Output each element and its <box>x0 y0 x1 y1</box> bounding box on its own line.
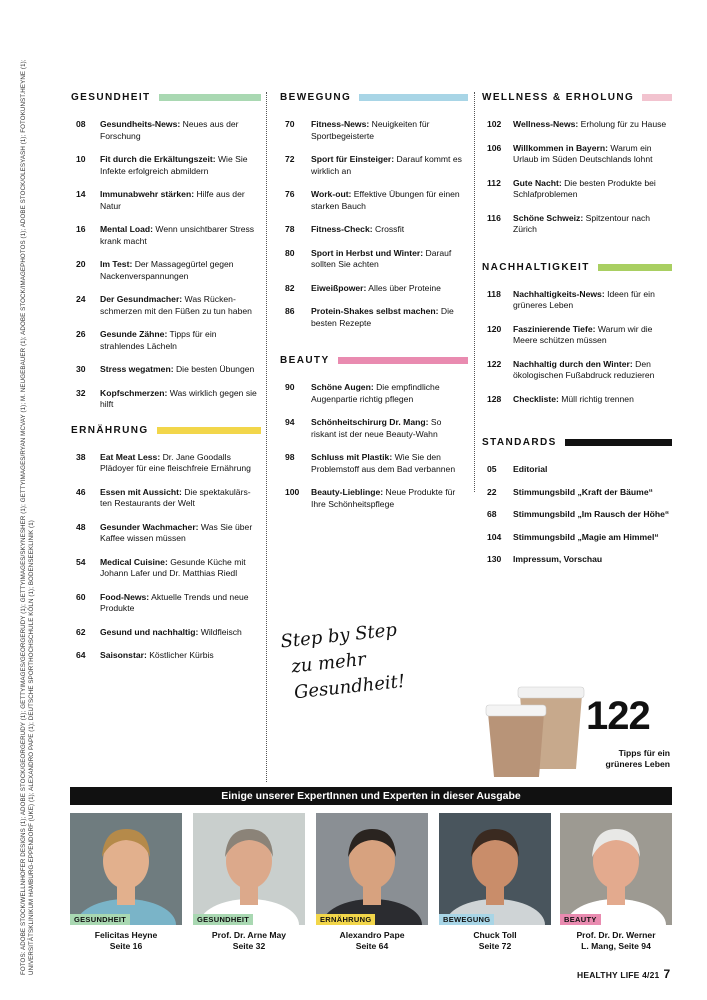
toc-entry[interactable] <box>482 119 672 131</box>
toc-entry[interactable] <box>280 154 468 177</box>
entry-page-number: 16 <box>76 224 86 234</box>
toc-entry[interactable] <box>482 213 672 236</box>
expert-caption <box>560 930 672 952</box>
entry-page-number: 08 <box>76 119 86 129</box>
entry-text <box>100 329 261 352</box>
toc-section <box>482 437 672 566</box>
toc-entry[interactable] <box>482 289 672 312</box>
entry-page-number: 102 <box>487 119 502 129</box>
entry-title: Food-News: <box>100 591 150 602</box>
entry-title: Stimmungsbild „Im Rausch der Höhe“ <box>513 509 670 519</box>
entry-title: Work-out: <box>311 189 352 199</box>
section-title: WELLNESS & ERHOLUNG <box>482 92 635 103</box>
entry-page-number: 38 <box>76 451 86 462</box>
entry-text <box>513 532 659 544</box>
toc-entry[interactable] <box>71 627 261 639</box>
entry-page-number: 05 <box>487 464 497 474</box>
entry-text <box>513 554 602 566</box>
toc-entry[interactable] <box>71 522 261 545</box>
entry-title: Schöne Schweiz: <box>513 212 584 223</box>
entry-text <box>513 178 672 201</box>
entry-text <box>311 283 441 295</box>
entry-title: Gesunde Zähne: <box>100 329 168 339</box>
entry-page-number: 20 <box>76 259 86 269</box>
entry-text <box>100 224 261 247</box>
expert-page: Seite 32 <box>232 941 266 951</box>
section-header <box>280 355 468 366</box>
section-header <box>71 425 261 436</box>
toc-entry[interactable] <box>482 324 672 347</box>
entry-page-number: 26 <box>76 329 86 339</box>
entry-description: So riskant ist der neue Beauty-Wahn <box>311 417 442 439</box>
entry-title: Gesundheits-News: <box>100 119 181 129</box>
toc-entry[interactable] <box>482 554 672 566</box>
expert-caption <box>439 930 551 952</box>
toc-entry[interactable] <box>482 178 672 201</box>
section-header <box>482 92 672 103</box>
entry-title: Gute Nacht: <box>513 177 562 188</box>
entry-description: Aktuelle Trends und neue Produkte <box>100 591 249 613</box>
expert-page: Seite 64 <box>355 941 389 951</box>
entry-text <box>311 224 404 236</box>
entry-description: Effektive Übungen für einen starken Bauch <box>311 189 460 211</box>
toc-entry[interactable] <box>71 452 261 475</box>
toc-column <box>280 92 468 524</box>
expert-portrait <box>560 813 672 925</box>
entry-description: Wildfleisch <box>198 626 242 637</box>
entry-page-number: 76 <box>285 189 295 199</box>
toc-entry[interactable] <box>280 382 468 405</box>
entry-title: Schöne Augen: <box>311 382 374 392</box>
toc-entry[interactable] <box>280 306 468 329</box>
toc-entry[interactable] <box>71 154 261 177</box>
experts-heading: Einige unserer ExpertInnen und Experten in dieser Ausgabe <box>70 787 672 805</box>
entry-description: Wie Sie den Problemstoff aus dem Bad verbannen <box>311 452 456 474</box>
entry-text <box>100 452 261 475</box>
expert-name: Alexandro Pape <box>339 930 405 940</box>
entry-description: Die besten Produkte bei Schlafproblemen <box>513 177 656 199</box>
entry-title: Medical Cuisine: <box>100 556 168 567</box>
entry-page-number: 30 <box>76 364 86 374</box>
entry-text <box>513 119 666 131</box>
toc-entry[interactable] <box>71 650 261 662</box>
expert-category-tag: GESUNDHEIT <box>193 914 253 925</box>
entry-page-number: 128 <box>487 393 502 404</box>
section-color-bar <box>157 427 261 434</box>
toc-entry[interactable] <box>280 248 468 271</box>
entry-title: Kopfschmerzen: <box>100 387 168 398</box>
entry-text <box>513 487 653 499</box>
entry-text <box>311 306 468 329</box>
entry-page-number: 60 <box>76 591 86 602</box>
entry-page-number: 14 <box>76 189 86 199</box>
toc-entry[interactable] <box>71 119 261 142</box>
entry-title: Eiweißpower: <box>311 282 367 293</box>
entry-description: Neues aus der Forschung <box>100 119 239 141</box>
entry-description: Spitzentour nach Zürich <box>513 212 651 234</box>
toc-entry[interactable] <box>71 592 261 615</box>
entry-text <box>513 394 634 406</box>
entry-text <box>513 359 672 382</box>
entry-description: Alles über Proteine <box>366 282 441 293</box>
toc-entry[interactable] <box>71 487 261 510</box>
entry-title: Fitness-News: <box>311 119 370 129</box>
entry-description: Crossfit <box>372 224 405 234</box>
entry-text <box>513 324 672 347</box>
photo-credits: FOTOS: ADOBE STOCK/WELLNHOFER DESIGNS (1); ADOBE STOCK/GEORGERUDY (1); GETTYIMAGES/GEORGERUDY (1); GETTYIMAGES/SKYNESHER (1); GETTYIMAGES/RYAN MCVAY (1); M. NEUGEBAUER (1); ADOBE STOCK/IMAGEPHOTOS (1); ADOBE STOCK/OLESYASH (1); FOTOKUNST.HEYNE (1); UNIVERSITÄTSKLINIKUM HAMBURG-EPPENDORF (UKE) (1); ALEXANDRO PAPE (1); DEUTSCHE SPORTHOCHSCHULE KÖLN (1); BODENSEEKLINIK (1) <box>20 59 35 975</box>
entry-title: Sport für Einsteiger: <box>311 154 395 164</box>
section-color-bar <box>338 357 468 364</box>
entry-title: Stimmungsbild „Kraft der Bäume“ <box>513 486 653 497</box>
entry-text <box>311 189 468 212</box>
expert-page: Seite 16 <box>109 941 143 951</box>
section-title: GESUNDHEIT <box>71 92 151 103</box>
expert-portrait <box>70 813 182 925</box>
expert-portrait <box>316 813 428 925</box>
toc-entry[interactable] <box>71 224 261 247</box>
toc-entry[interactable] <box>280 224 468 236</box>
entry-page-number: 130 <box>487 554 502 564</box>
tips-label: Tipps für ein grüneres Leben <box>605 748 670 769</box>
entry-page-number: 106 <box>487 142 502 153</box>
toc-section <box>482 262 672 406</box>
section-color-bar <box>565 439 672 446</box>
entry-page-number: 22 <box>487 486 497 497</box>
entry-page-number: 64 <box>76 650 86 660</box>
entry-description: Müll richtig trennen <box>558 393 634 404</box>
entry-page-number: 24 <box>76 294 86 304</box>
entry-text <box>311 154 468 177</box>
expert-caption <box>316 930 428 952</box>
expert-category-tag: BEAUTY <box>560 914 601 925</box>
entry-text <box>100 259 261 282</box>
section-color-bar <box>159 94 261 101</box>
entry-page-number: 10 <box>76 154 86 164</box>
magazine-issue: HEALTHY LIFE 4/21 <box>577 970 660 980</box>
entry-title: Checkliste: <box>513 393 559 404</box>
toc-entry[interactable] <box>71 294 261 317</box>
entry-page-number: 32 <box>76 387 86 398</box>
toc-column <box>482 92 672 580</box>
entry-title: Nachhaltig durch den Winter: <box>513 358 633 369</box>
entry-title: Essen mit Aussicht: <box>100 486 182 497</box>
expert-card <box>439 813 551 952</box>
entry-description: Neuigkeiten für Sportbegeisterte <box>311 119 430 141</box>
entry-page-number: 86 <box>285 306 295 316</box>
column-separator <box>266 92 267 782</box>
section-title: BEAUTY <box>280 355 330 366</box>
entry-text <box>100 650 214 662</box>
expert-category-tag: BEWEGUNG <box>439 914 494 925</box>
toc-entry[interactable] <box>482 359 672 382</box>
entry-page-number: 62 <box>76 626 86 637</box>
entry-page-number: 48 <box>76 521 86 532</box>
toc-entry[interactable] <box>71 557 261 580</box>
entry-description: Die besten Rezepte <box>311 306 454 328</box>
entry-title: Der Gesundmacher: <box>100 294 183 304</box>
entry-title: Impressum, Vorschau <box>513 554 603 564</box>
entry-title: Nachhaltigkeits-News: <box>513 288 605 299</box>
toc-entry[interactable] <box>71 388 261 411</box>
expert-caption <box>193 930 305 952</box>
entry-text <box>513 143 672 166</box>
expert-category-tag: ERNÄHRUNG <box>316 914 375 925</box>
entry-description: Der Massagegürtel gegen Nackenverspannungen <box>100 259 234 281</box>
section-color-bar <box>642 94 672 101</box>
entry-description: Tipps für ein strahlendes Lächeln <box>100 329 217 351</box>
entry-title: Fit durch die Erkältungszeit: <box>100 154 216 164</box>
entry-title: Schönheitschirurg Dr. Mang: <box>311 417 429 427</box>
section-header <box>482 262 672 273</box>
entry-description: Die besten Übungen <box>173 364 255 374</box>
entry-description: Neue Produkte für Ihre Schönheitspflege <box>311 487 456 509</box>
section-header <box>482 437 672 448</box>
expert-page: Seite 72 <box>478 941 512 951</box>
entry-title: Wellness-News: <box>513 119 579 129</box>
entry-page-number: 46 <box>76 486 86 497</box>
section-color-bar <box>598 264 672 271</box>
expert-caption <box>70 930 182 952</box>
toc-entry[interactable] <box>482 509 672 521</box>
entry-text <box>311 248 468 271</box>
entry-text <box>100 189 261 212</box>
entry-page-number: 120 <box>487 323 502 334</box>
entry-description: Wie Sie Infekte erfolgreich abmildern <box>100 154 248 176</box>
entry-page-number: 78 <box>285 224 295 234</box>
toc-entry[interactable] <box>482 464 672 476</box>
entry-text <box>100 154 261 177</box>
toc-entry[interactable] <box>280 417 468 440</box>
section-header <box>71 92 261 103</box>
section-header <box>280 92 468 103</box>
toc-entry[interactable] <box>280 283 468 295</box>
entry-text <box>100 522 261 545</box>
entry-title: Saisonstar: <box>100 650 147 660</box>
entry-title: Protein-Shakes selbst machen: <box>311 306 439 316</box>
expert-card <box>560 813 672 952</box>
entry-text <box>311 487 468 510</box>
entry-page-number: 94 <box>285 417 295 427</box>
entry-page-number: 100 <box>285 487 300 497</box>
expert-name: Felicitas Heyne <box>94 930 158 940</box>
entry-description: Warum wir die Meere schützen müssen <box>513 323 653 345</box>
entry-text <box>311 119 468 142</box>
slogan-line-1: Step by Step <box>279 619 398 653</box>
expert-portrait <box>193 813 305 925</box>
section-color-bar <box>359 94 468 101</box>
entry-text <box>100 557 261 580</box>
toc-section <box>71 425 261 662</box>
slogan-line-2: zu mehr Gesundheit! <box>290 648 407 704</box>
entry-page-number: 80 <box>285 247 295 258</box>
entry-page-number: 104 <box>487 531 502 542</box>
expert-name: Prof. Dr. Arne May <box>211 930 287 940</box>
entry-text <box>100 487 261 510</box>
entry-page-number: 72 <box>285 154 295 164</box>
toc-entry[interactable] <box>71 189 261 212</box>
entry-description: Was Sie über Kaffee wissen müssen <box>100 521 253 543</box>
entry-text <box>513 509 669 521</box>
entry-title: Gesunder Wachmacher: <box>100 521 199 532</box>
entry-description: Warum ein Urlaub im Süden Deutschlands lohnt <box>513 142 653 164</box>
toc-entry[interactable] <box>71 259 261 282</box>
entry-page-number: 98 <box>285 452 295 462</box>
section-title: BEWEGUNG <box>280 92 352 103</box>
entry-text <box>311 382 468 405</box>
column-separator <box>474 92 475 492</box>
entry-description: Was wirklich gegen sie hilft <box>100 387 257 409</box>
entry-title: Beauty-Lieblinge: <box>311 487 384 497</box>
entry-description: Darauf sollten Sie achten <box>311 247 452 269</box>
expert-name: Prof. Dr. Dr. Werner <box>576 930 656 940</box>
entry-description: Die spektakulärs- ten Restaurants der Welt <box>100 486 251 508</box>
page-number: 7 <box>663 967 671 981</box>
entry-description: Was Rücken- schmerzen mit den Füßen zu tun haben <box>100 294 252 316</box>
slogan <box>279 611 466 707</box>
entry-title: Gesund und nachhaltig: <box>100 626 199 637</box>
entry-page-number: 122 <box>487 358 502 369</box>
entry-title: Sport in Herbst und Winter: <box>311 247 424 258</box>
entry-text <box>513 289 672 312</box>
entry-text <box>311 452 468 475</box>
entry-text <box>311 417 468 440</box>
entry-text <box>100 119 261 142</box>
expert-card <box>316 813 428 952</box>
entry-description: Darauf kommt es wirklich an <box>311 154 462 176</box>
section-title: ERNÄHRUNG <box>71 424 149 436</box>
toc-entry[interactable] <box>482 487 672 499</box>
entry-page-number: 82 <box>285 282 295 293</box>
toc-section <box>71 92 261 411</box>
page-footer <box>577 967 670 981</box>
expert-portrait <box>439 813 551 925</box>
entry-page-number: 68 <box>487 509 497 519</box>
entry-title: Faszinierende Tiefe: <box>513 323 596 334</box>
coffee-cups-image <box>484 677 594 781</box>
entry-title: Schluss mit Plastik: <box>311 452 393 462</box>
toc-section <box>280 92 468 329</box>
entry-title: Stimmungsbild „Magie am Himmel“ <box>513 531 659 542</box>
entry-text <box>100 364 254 376</box>
expert-card <box>193 813 305 952</box>
entry-page-number: 70 <box>285 119 295 129</box>
entry-page-number: 118 <box>487 288 501 299</box>
toc-column <box>71 92 261 676</box>
section-title: NACHHALTIGKEIT <box>482 261 590 273</box>
entry-title: Immunabwehr stärken: <box>100 189 195 199</box>
toc-entry[interactable] <box>71 329 261 352</box>
entry-description: Den ökologischen Fußabdruck reduzieren <box>513 358 655 380</box>
section-title: STANDARDS <box>482 437 557 448</box>
entry-description: Gesunde Küche mit Johann Lafer und Dr. Matthias Riedl <box>100 556 246 578</box>
entry-text <box>100 388 261 411</box>
entry-page-number: 112 <box>487 177 501 188</box>
expert-page: L. Mang, Seite 94 <box>581 941 651 951</box>
entry-text <box>513 213 672 236</box>
entry-title: Stress wegatmen: <box>100 364 174 374</box>
toc-entry[interactable] <box>280 119 468 142</box>
toc-entry[interactable] <box>280 452 468 475</box>
entry-page-number: 54 <box>76 556 86 567</box>
entry-description: Wenn unsichtbarer Stress krank macht <box>100 224 255 246</box>
entry-description: Ideen für ein grüneres Leben <box>513 288 655 310</box>
entry-title: Eat Meat Less: <box>100 451 161 462</box>
toc-entry[interactable] <box>482 532 672 544</box>
entry-description: Köstlicher Kürbis <box>146 650 214 660</box>
entry-text <box>100 294 261 317</box>
toc-entry[interactable] <box>280 189 468 212</box>
toc-entry[interactable] <box>280 487 468 510</box>
expert-category-tag: GESUNDHEIT <box>70 914 130 925</box>
entry-text <box>100 592 261 615</box>
toc-entry[interactable] <box>482 143 672 166</box>
toc-entry[interactable] <box>71 364 261 376</box>
expert-name: Chuck Toll <box>473 930 517 940</box>
entry-title: Mental Load: <box>100 224 153 234</box>
entry-description: Hilfe aus der Natur <box>100 189 245 211</box>
entry-text <box>100 627 242 639</box>
toc-section <box>482 92 672 236</box>
entry-title: Willkommen in Bayern: <box>513 142 608 153</box>
toc-entry[interactable] <box>482 394 672 406</box>
expert-card <box>70 813 182 952</box>
entry-title: Im Test: <box>100 259 133 269</box>
tips-count: 122 <box>586 694 650 738</box>
entry-text <box>513 464 547 476</box>
entry-page-number: 90 <box>285 382 295 392</box>
entry-title: Editorial <box>513 464 548 474</box>
entry-description: Die empfindliche Augenpartie richtig pflegen <box>311 382 440 404</box>
entry-title: Fitness-Check: <box>311 224 373 234</box>
entry-description: Erholung für zu Hause <box>578 119 667 129</box>
entry-description: Dr. Jane Goodalls Plädoyer für eine fleischfreie Ernährung <box>100 451 251 473</box>
toc-section <box>280 355 468 510</box>
entry-page-number: 116 <box>487 212 501 223</box>
